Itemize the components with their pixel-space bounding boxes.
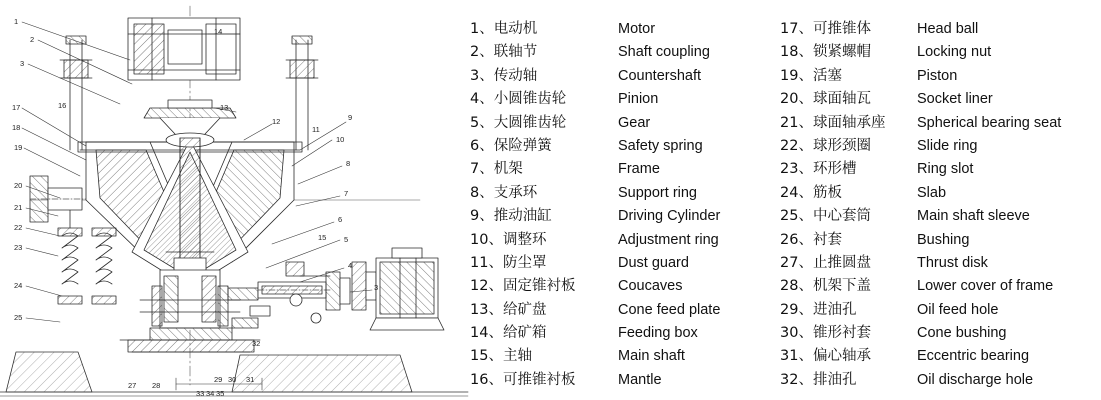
legend-item	[470, 229, 780, 252]
legend-item	[470, 275, 780, 298]
motor-and-coupling	[352, 248, 444, 330]
legend-item	[470, 88, 780, 111]
legend-item	[780, 299, 1101, 322]
svg-text:2: 2	[30, 35, 35, 44]
legend-label-en-12: Coucaves	[618, 278, 683, 295]
svg-text:12: 12	[272, 117, 281, 126]
legend-label-en-26: Bushing	[917, 231, 970, 248]
legend-label-cn-8: 8、支承环	[470, 184, 538, 201]
svg-text:16: 16	[58, 101, 67, 110]
legend-label-en-22: Slide ring	[917, 137, 978, 154]
legend-label-cn-21: 21、球面轴承座	[780, 114, 886, 131]
legend-label-cn-23: 23、环形槽	[780, 161, 857, 178]
svg-text:31: 31	[246, 375, 255, 384]
legend-item	[780, 369, 1101, 392]
legend-label-en-10: Adjustment ring	[618, 231, 719, 248]
legend-label-en-19: Piston	[917, 67, 958, 84]
legend-item	[780, 158, 1101, 181]
svg-text:5: 5	[344, 235, 349, 244]
svg-text:33: 33	[196, 389, 205, 398]
legend-label-cn-4: 4、小圆锥齿轮	[470, 91, 567, 108]
legend-label-en-6: Safety spring	[618, 137, 703, 154]
svg-text:11: 11	[312, 125, 320, 134]
legend-label-cn-1: 1、电动机	[470, 21, 538, 37]
svg-text:30: 30	[228, 375, 237, 384]
legend-item	[470, 205, 780, 228]
legend-label-cn-5: 5、大圆锥齿轮	[470, 114, 567, 131]
legend-label-cn-18: 18、锁紧螺帽	[780, 44, 871, 61]
legend-item	[470, 112, 780, 135]
legend-label-cn-19: 19、活塞	[780, 67, 842, 84]
legend-label-cn-3: 3、传动轴	[470, 67, 538, 84]
svg-text:9: 9	[348, 113, 353, 122]
legend-item	[780, 345, 1101, 368]
svg-text:3: 3	[374, 283, 379, 292]
legend-item	[470, 158, 780, 181]
legend-label-en-9: Driving Cylinder	[618, 208, 721, 225]
legend-label-en-13: Cone feed plate	[618, 301, 721, 318]
legend-label-cn-9: 9、推动油缸	[470, 208, 552, 225]
legend-item	[470, 41, 780, 64]
legend-item	[780, 182, 1101, 205]
legend-label-cn-30: 30、锥形衬套	[780, 325, 871, 342]
svg-text:13: 13	[220, 103, 229, 112]
legend-label-cn-31: 31、偏心轴承	[780, 348, 871, 365]
legend-label-en-14: Feeding box	[618, 325, 698, 342]
legend-item	[470, 65, 780, 88]
legend-label-en-16: Mantle	[618, 371, 662, 388]
legend-label-en-2: Shaft coupling	[618, 44, 710, 61]
eccentric-assembly	[120, 270, 260, 352]
parts-legend	[470, 18, 1101, 400]
legend-label-cn-14: 14、给矿箱	[470, 325, 547, 342]
legend-item	[780, 322, 1101, 345]
legend-item	[470, 18, 780, 41]
legend-label-cn-11: 11、防尘罩	[470, 254, 547, 271]
foundation	[0, 352, 468, 396]
svg-text:1: 1	[14, 17, 19, 26]
legend-item	[780, 229, 1101, 252]
legend-label-cn-15: 15、主轴	[470, 348, 532, 365]
legend-label-en-20: Socket liner	[917, 91, 993, 108]
svg-text:10: 10	[336, 135, 345, 144]
cone-crusher-sectional-drawing	[0, 0, 470, 400]
feeding-box	[128, 18, 240, 80]
legend-label-en-5: Gear	[618, 114, 651, 131]
legend-label-en-21: Spherical bearing seat	[917, 114, 1062, 131]
legend-label-en-32: Oil discharge hole	[917, 371, 1034, 388]
legend-item	[780, 112, 1101, 135]
legend-label-en-28: Lower cover of frame	[917, 278, 1054, 295]
svg-text:32: 32	[252, 339, 261, 348]
legend-label-cn-10: 10、调整环	[470, 231, 547, 248]
svg-text:20: 20	[14, 181, 23, 190]
svg-text:27: 27	[128, 381, 137, 390]
legend-label-en-1: Motor	[618, 21, 656, 37]
legend-label-en-30: Cone bushing	[917, 325, 1007, 342]
svg-text:8: 8	[346, 159, 351, 168]
legend-label-en-11: Dust guard	[618, 254, 689, 271]
legend-label-cn-2: 2、联轴节	[470, 44, 538, 61]
svg-text:15: 15	[318, 233, 327, 242]
gear-and-countershaft	[228, 272, 350, 310]
legend-item	[780, 41, 1101, 64]
legend-label-en-7: Frame	[618, 161, 660, 178]
svg-text:21: 21	[14, 203, 23, 212]
legend-label-cn-7: 7、机架	[470, 161, 523, 178]
legend-label-cn-26: 26、衬套	[780, 231, 842, 248]
legend-label-en-29: Oil feed hole	[917, 301, 999, 318]
legend-item	[470, 252, 780, 275]
legend-item	[780, 88, 1101, 111]
legend-item	[470, 299, 780, 322]
legend-label-cn-17: 17、可推锥体	[780, 21, 871, 37]
svg-text:19: 19	[14, 143, 23, 152]
legend-item	[470, 369, 780, 392]
legend-label-cn-12: 12、固定锥衬板	[470, 278, 576, 295]
legend-label-en-27: Thrust disk	[917, 254, 988, 271]
legend-item	[780, 205, 1101, 228]
legend-label-en-18: Locking nut	[917, 44, 992, 61]
legend-label-en-23: Ring slot	[917, 161, 974, 178]
legend-column-left	[470, 18, 780, 400]
svg-text:6: 6	[338, 215, 343, 224]
legend-label-en-4: Pinion	[618, 91, 659, 108]
svg-text:24: 24	[14, 281, 23, 290]
svg-text:3: 3	[20, 59, 25, 68]
legend-column-right	[780, 18, 1101, 400]
legend-label-en-3: Countershaft	[618, 67, 702, 84]
legend-label-en-17: Head ball	[917, 21, 979, 37]
legend-label-cn-16: 16、可推锥衬板	[470, 371, 576, 388]
legend-label-cn-25: 25、中心套筒	[780, 208, 871, 225]
legend-label-cn-6: 6、保险弹簧	[470, 137, 552, 154]
legend-item	[470, 182, 780, 205]
legend-label-en-31: Eccentric bearing	[917, 348, 1030, 365]
svg-text:22: 22	[14, 223, 23, 232]
legend-label-en-24: Slab	[917, 184, 947, 201]
legend-label-en-8: Support ring	[618, 184, 697, 201]
legend-label-cn-24: 24、筋板	[780, 184, 842, 201]
svg-text:4: 4	[348, 261, 353, 270]
legend-label-en-25: Main shaft sleeve	[917, 208, 1030, 225]
driving-cylinder	[30, 176, 86, 222]
legend-label-en-15: Main shaft	[618, 348, 685, 365]
legend-item	[780, 275, 1101, 298]
svg-text:29: 29	[214, 375, 223, 384]
legend-item	[470, 135, 780, 158]
legend-item	[780, 18, 1101, 41]
legend-label-cn-22: 22、球形颈圈	[780, 137, 871, 154]
legend-item	[470, 322, 780, 345]
legend-label-cn-29: 29、进油孔	[780, 301, 857, 318]
legend-item	[780, 252, 1101, 275]
legend-item	[780, 65, 1101, 88]
svg-text:34: 34	[206, 389, 215, 398]
legend-label-cn-20: 20、球面轴瓦	[780, 91, 871, 108]
svg-text:7: 7	[344, 189, 349, 198]
svg-text:14: 14	[214, 27, 223, 36]
legend-label-cn-13: 13、给矿盘	[470, 301, 547, 318]
svg-text:23: 23	[14, 243, 23, 252]
legend-item	[470, 345, 780, 368]
legend-item	[780, 135, 1101, 158]
svg-text:25: 25	[14, 313, 23, 322]
legend-label-cn-27: 27、止推圆盘	[780, 254, 871, 271]
svg-text:18: 18	[12, 123, 21, 132]
legend-label-cn-28: 28、机架下盖	[780, 278, 871, 295]
legend-label-cn-32: 32、排油孔	[780, 371, 857, 388]
svg-text:35: 35	[216, 389, 225, 398]
svg-text:17: 17	[12, 103, 21, 112]
svg-text:28: 28	[152, 381, 161, 390]
